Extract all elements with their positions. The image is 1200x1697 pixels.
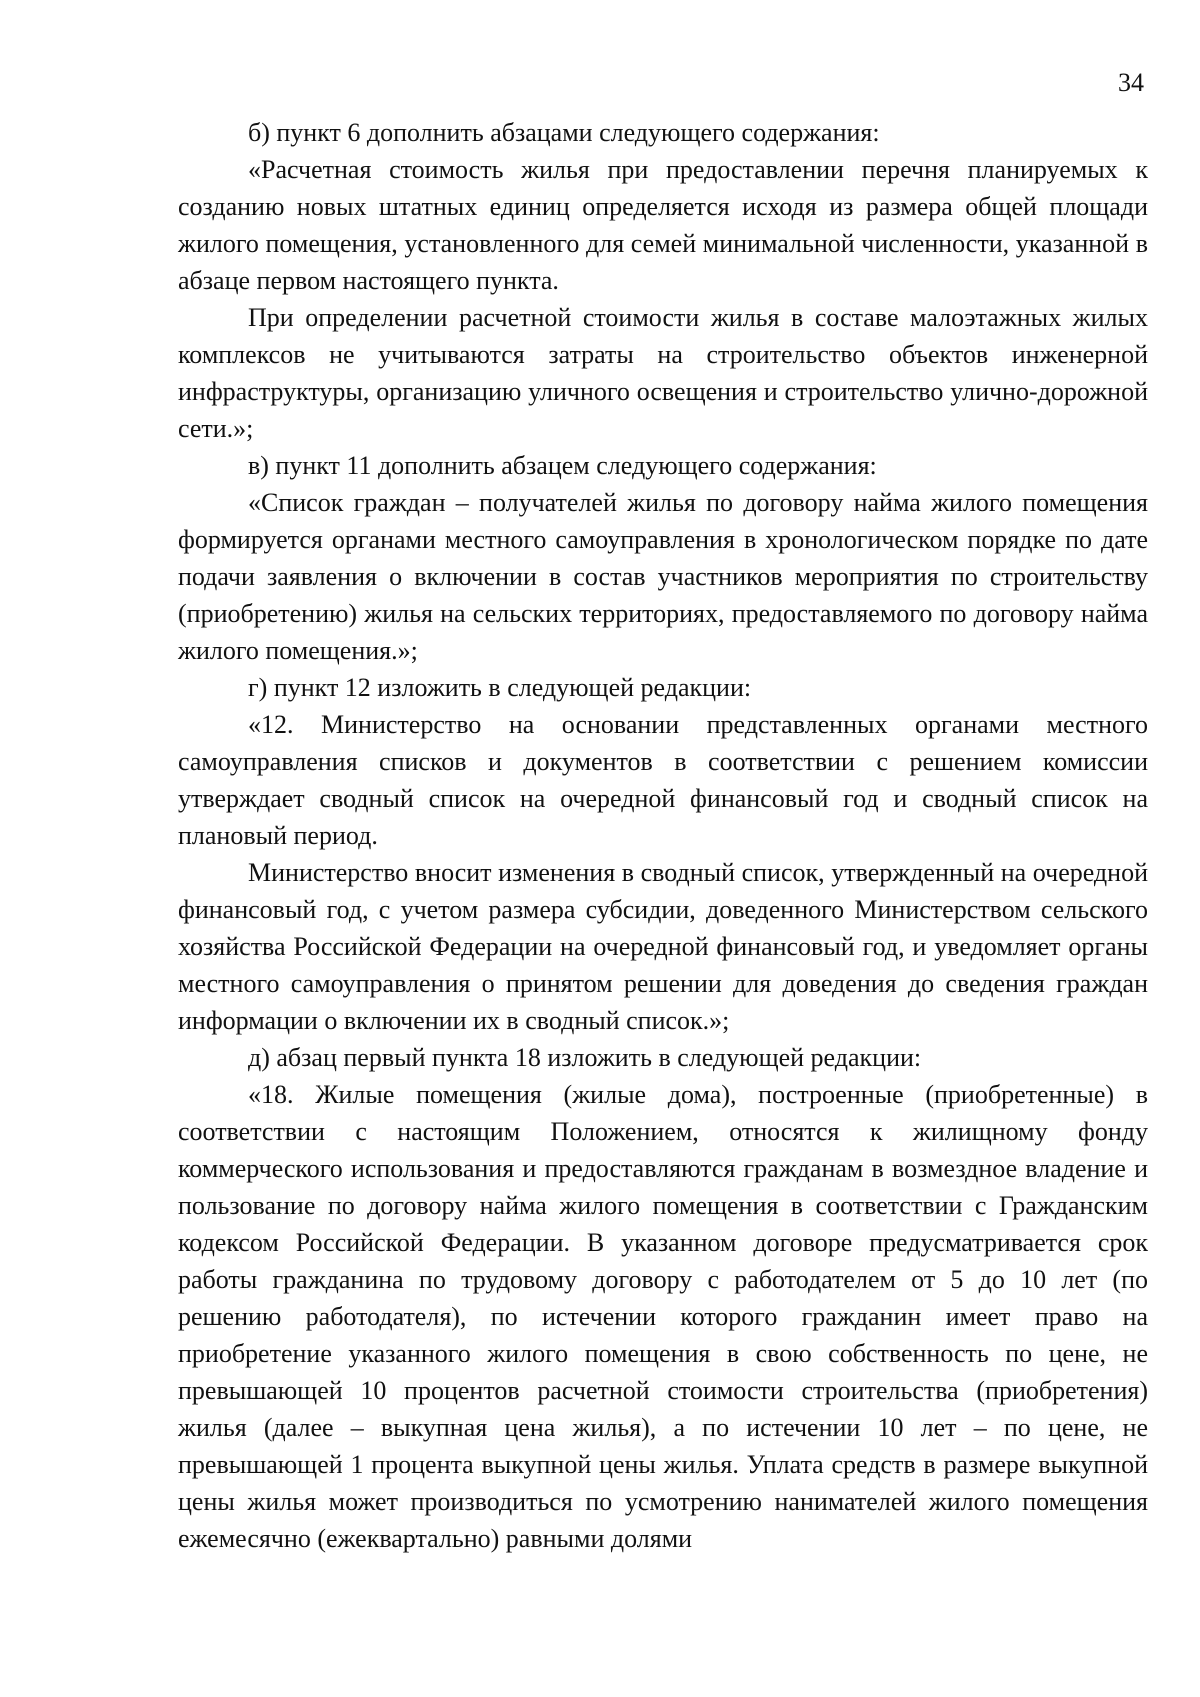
paragraph-item-b: б) пункт 6 дополнить абзацами следующего содержания: bbox=[248, 118, 880, 147]
paragraph-estimated-cost: «Расчетная стоимость жилья при предоставлении перечня планируемых к созданию новых штатных единиц определяется исходя из размера общей площади жилого помещения, установленного для семей минимальной численности, указанной в абзаце первом настоящего пункта. bbox=[178, 155, 1148, 295]
paragraph-point-12: «12. Министерство на основании представленных органами местного самоуправления списков и документов в соответствии с решением комиссии утверждает сводный список на очередной финансовый год и сводный список на плановый период. bbox=[178, 710, 1148, 850]
page-number: 34 bbox=[1118, 68, 1144, 97]
paragraph-point-18: «18. Жилые помещения (жилые дома), построенные (приобретенные) в соответствии с настоящим Положением, относятся к жилищному фонду коммерческого использования и предоставляются гражданам в возмездное владение и пользование по договору найма жилого помещения в соответствии с Гражданским кодексом Российской Федерации. В указанном договоре предусматривается срок работы гражданина по трудовому договору с работодателем от 5 до 10 лет (по решению работодателя), по истечении которого гражданин имеет право на приобретение указанного жилого помещения в свою собственность по цене, не превышающей 10 процентов расчетной стоимости строительства (приобретения) жилья (далее – выкупная цена жилья), а по истечении 10 лет – по цене, не превышающей 1 процента выкупной цены жилья. Уплата средств в размере выкупной цены жилья может производиться по усмотрению нанимателей жилого помещения ежемесячно (ежеквартально) равными долями bbox=[178, 1080, 1148, 1553]
paragraph-low-rise-cost: При определении расчетной стоимости жилья в составе малоэтажных жилых комплексов не учитываются затраты на строительство объектов инженерной инфраструктуры, организацию уличного освещения и строительство улично-дорожной сети.»; bbox=[178, 303, 1148, 443]
paragraph-item-v: в) пункт 11 дополнить абзацем следующего содержания: bbox=[248, 451, 877, 480]
paragraph-item-d: д) абзац первый пункта 18 изложить в следующей редакции: bbox=[248, 1043, 922, 1072]
paragraph-item-g: г) пункт 12 изложить в следующей редакции: bbox=[248, 673, 752, 702]
document-body bbox=[178, 114, 1148, 1557]
paragraph-ministry-changes: Министерство вносит изменения в сводный список, утвержденный на очередной финансовый год, с учетом размера субсидии, доведенного Министерством сельского хозяйства Российской Федерации на очередной финансовый год, и уведомляет органы местного самоуправления о принятом решении для доведения до сведения граждан информации о включении их в сводный список.»; bbox=[178, 858, 1148, 1035]
paragraph-citizens-list: «Список граждан – получателей жилья по договору найма жилого помещения формируется органами местного самоуправления в хронологическом порядке по дате подачи заявления о включении в состав участников мероприятия по строительству (приобретению) жилья на сельских территориях, предоставляемого по договору найма жилого помещения.»; bbox=[178, 488, 1148, 665]
